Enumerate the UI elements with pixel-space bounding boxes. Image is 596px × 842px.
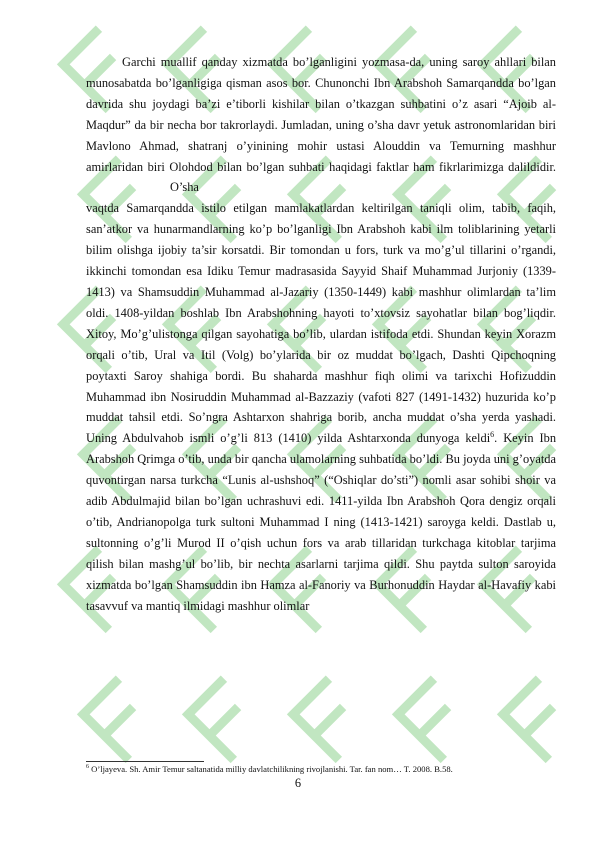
paragraph-2-text: vaqtda Samarqandda istilo etilgan mamlakatlardan keltirilgan taniqli olim, tabib, faqih, san’atkor va hunarmandlarning ko’p bo’lganligi Ibn Arabshoh kabi ilm toliblarining yetarli bilim olishga ijobiy ta’sir korsatdi. Bir tomondan u fors, turk va mo’g’ul tillarini o’rgandi, ikkinchi tomondan esa Idiku Temur madrasasida Sayyid Shaif Muhammad Jurjoniy (1339-1413) va Shamsuddin Muhammad al-Jazariy (1350-1449) kabi mashhur olimlardan ta’lim oldi. 1408-yildan boshlab Ibn Arabshohning hayoti to’xtovsiz sayohatlar bilan bog’liqdir. Xitoy, Mo’g’ulistonga qilgan sayohatiga bo’lib, ulardan istifoda etdi. Shundan keyin Xorazm orqali o’tib, Ural va Itil (Volg) bo’ylarida bir oz muddat bo’lgach, Dashti Qipchoqning poytaxti Saroy shahiga bordi. Bu shaharda mashhur fiqh olimi va tarixchi Hofizuddin Muhammad ibn Nosiruddin Muhammad al-Bazzaziy (vafoti 827 (1491-1432) huzurida ko’p muddat tahsil etdi. So’ngra Ashtarxon shahriga borib, ancha muddat o’sha yerda yashadi. Uning Abdulvahob ismli o’g’li 813 (1410) yilda Ashtarxonda dunyoga keldi bbox=[86, 201, 556, 446]
paragraph-1 bbox=[86, 52, 556, 198]
paragraph-2-start: O’sha bbox=[170, 180, 199, 195]
footnote-number: 6 bbox=[86, 764, 89, 771]
watermark-glyph bbox=[398, 682, 473, 757]
paragraph-2 bbox=[86, 198, 556, 616]
footnote-reference[interactable]: 6 bbox=[490, 430, 495, 440]
paragraph-1-text: Garchi muallif qanday xizmatda bo’lganligini yozmasa-da, uning saroy ahllari bilan munosabatda bo’lganligiga qisman asos bor. Chunonchi Ibn Arabshoh Samarqandda bo’lgan davrida shu joydagi ba’zi e’tiborli kishilar bilan o’tkazgan suhbatini o’z asari “Ajoib al-Maqdur” da bir necha bor takrorlaydi. Jumladan, uning o’sha davr yetuk astronomlaridan biri Mavlono Ahmad, shatranj o’yinining mohir ustasi Alouddin va Temurning mashhur amirlaridan biri Olohdod bilan bo’lgan suhbati haqidagi faktlar ham fikrlarimizga dalildidir. bbox=[86, 55, 556, 174]
body-text bbox=[86, 52, 556, 616]
footnote-divider bbox=[86, 761, 204, 762]
watermark-glyph bbox=[83, 682, 158, 757]
paragraph-2-end: . Keyin Ibn Arabshoh Qrimga o’tib, unda bir qancha ulamolarning suhbatida bo’ldi. Bu joyda uni g’oyatda quvontirgan narsa turkcha “Lunis al-ushshoq” (“Oshiqlar do’sti”) nomli asar sohibi shoir va adib Abdulmajid bilan bo’lgan uchrashuvi edi. 1411-yilda Ibn Arabshoh Qora dengiz orqali o’tib, Andrianopolga turk sultoni Muhammad I ning (1413-1421) saroyga keldi. Dastlab u, sultonning o’g’li Murod II o’qish uchun fors va arab tillaridan turkchaga kitoblar tarjima qilish bilan mashg’ul bo’lib, bir nechta asarlarni tarjima qildi. Shu paytda sulton saroyida xizmatda bo’lgan Shamsuddin ibn Hamza al-Fanoriy va Burhonuddin Haydar al-Havafiy kabi tasavvuf va mantiq ilmidagi mashhur olimlar bbox=[86, 431, 557, 613]
watermark-glyph bbox=[503, 682, 578, 757]
footnote-text: O’ljayeva. Sh. Amir Temur saltanatida milliy davlatchilikning rivojlanishi. Tar. fan nom… T. 2008. B.58. bbox=[89, 764, 453, 774]
page-number: 6 bbox=[294, 776, 302, 790]
footnote bbox=[86, 764, 556, 775]
watermark-glyph bbox=[293, 682, 368, 757]
watermark-glyph bbox=[188, 682, 263, 757]
